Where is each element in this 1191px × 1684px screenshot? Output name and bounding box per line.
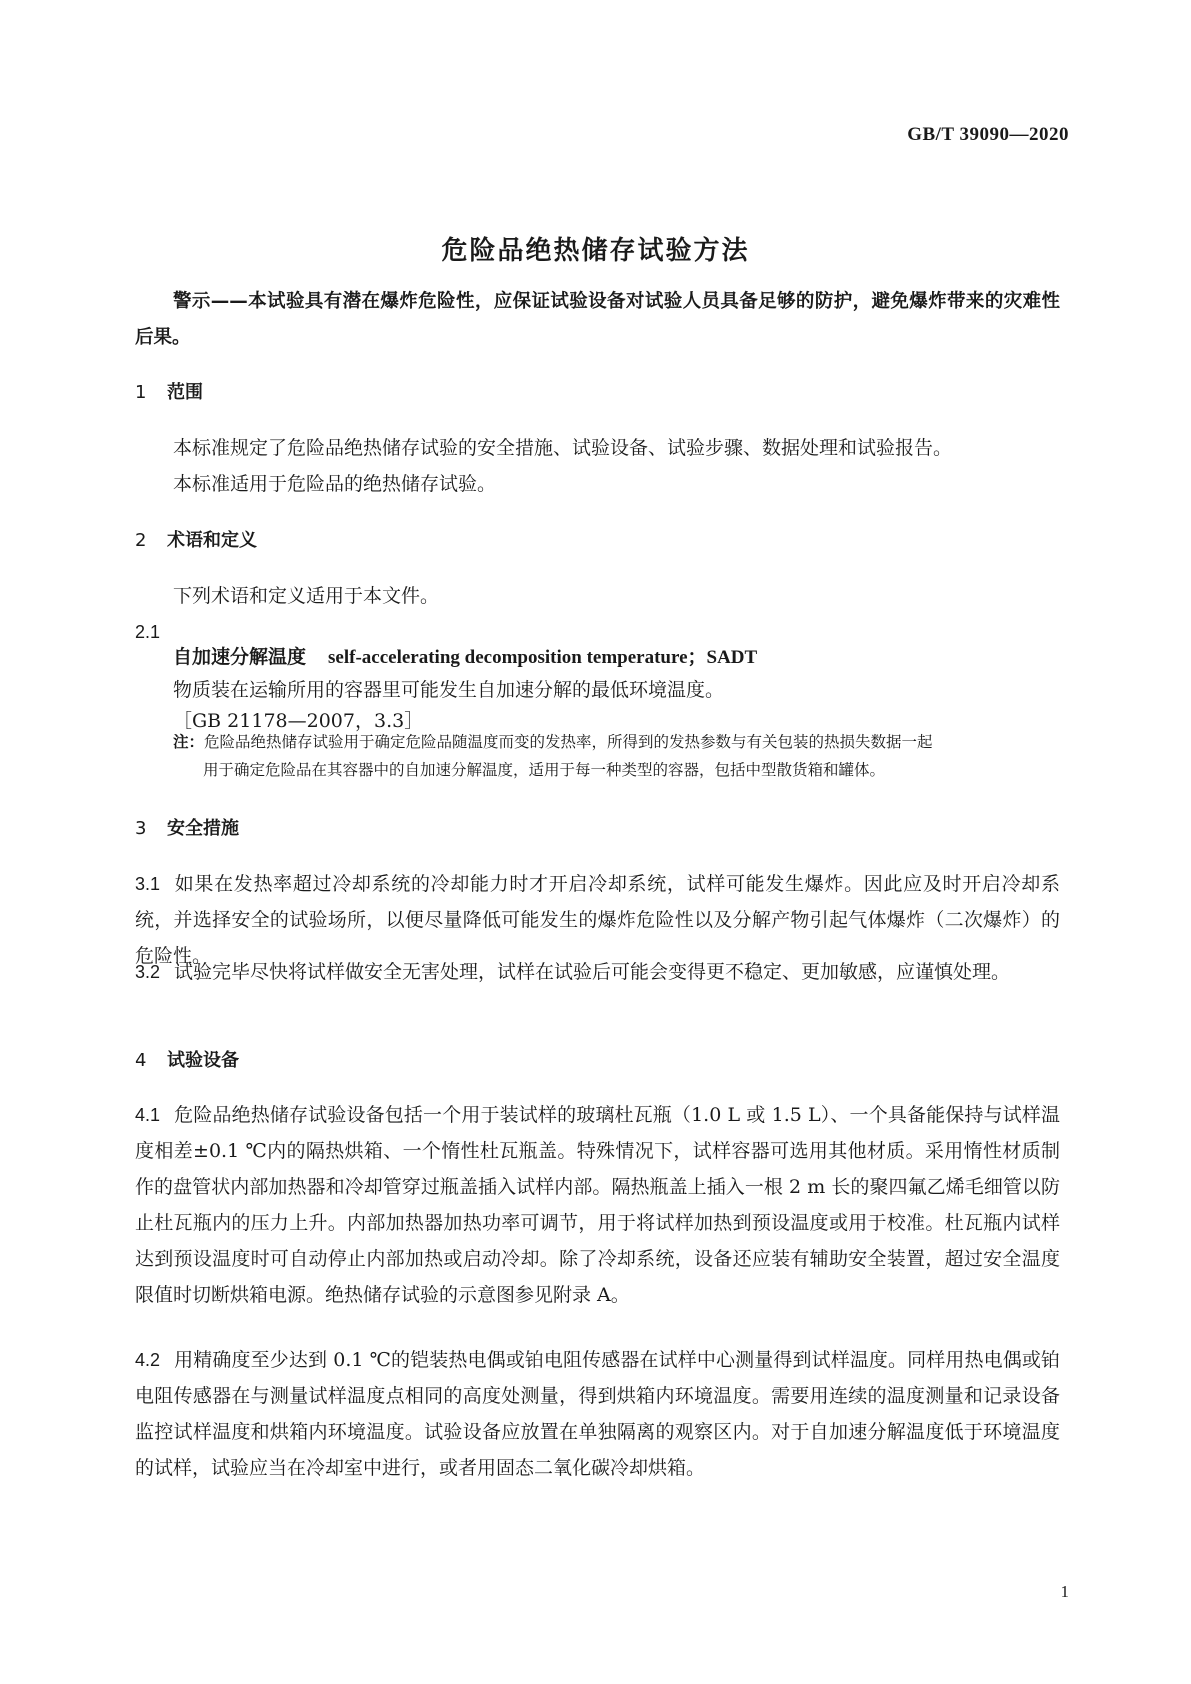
clause-number: 4.2: [135, 1350, 161, 1370]
term-english: self-accelerating decomposition temperature；SADT: [328, 647, 758, 668]
clause-4-2: [135, 1342, 1060, 1486]
clause-4-1: [135, 1097, 1060, 1313]
clause-number: 3.2: [135, 962, 161, 982]
term-number: 2.1: [135, 622, 161, 642]
document-title: 危险品绝热储存试验方法: [441, 236, 750, 266]
section-title: 安全措施: [167, 818, 239, 839]
term-entry: [173, 642, 757, 669]
section-2-heading: [135, 526, 257, 552]
scope-paragraph-1: 本标准规定了危险品绝热储存试验的安全措施、试验设备、试验步骤、数据处理和试验报告。: [173, 437, 953, 459]
section-number: 1: [135, 382, 147, 403]
terms-intro: 下列术语和定义适用于本文件。: [173, 585, 440, 607]
clause-text: 试验完毕尽快将试样做安全无害处理，试样在试验后可能会变得更不稳定、更加敏感，应谨慎处理。: [174, 961, 1011, 983]
clause-text: 危险品绝热储存试验设备包括一个用于装试样的玻璃杜瓦瓶（1.0 L 或 1.5 L）、一个具备能保持与试样温度相差±0.1 ℃内的隔热烘箱、一个惰性杜瓦瓶盖。特殊情况下，试样容器可选用其他材质。采用惰性材质制作的盘管状内部加热器和冷却管穿过瓶盖插入试样内部。隔热瓶盖上插入一根 2 m 长的聚四氟乙烯毛细管以防止杜瓦瓶内的压力上升。内部加热器加热功率可调节，用于将试样加热到预设温度或用于校准。杜瓦瓶内试样达到预设温度时可自动停止内部加热或启动冷却。除了冷却系统，设备还应装有辅助安全装置，超过安全温度限值时切断烘箱电源。绝热储存试验的示意图参见附录 A。: [135, 1104, 1060, 1306]
clause-3-2: [135, 954, 1060, 990]
term-chinese: 自加速分解温度: [173, 646, 307, 668]
section-title: 术语和定义: [167, 530, 257, 551]
scope-paragraph-2: 本标准适用于危险品的绝热储存试验。: [173, 473, 497, 495]
section-number: 2: [135, 530, 147, 551]
section-title: 范围: [167, 382, 203, 403]
clause-number: 3.1: [135, 874, 161, 894]
term-definition: 物质装在运输所用的容器里可能发生自加速分解的最低环境温度。: [173, 679, 725, 701]
warning-paragraph: 警示——本试验具有潜在爆炸危险性，应保证试验设备对试验人员具备足够的防护，避免爆炸带来的灾难性后果。: [135, 291, 1060, 348]
section-3-heading: [135, 814, 239, 840]
section-number: 3: [135, 818, 147, 839]
section-1-heading: [135, 378, 203, 404]
section-4-heading: [135, 1046, 239, 1072]
note-label: 注：: [173, 733, 205, 751]
clause-text: 用精确度至少达到 0.1 ℃的铠装热电偶或铂电阻传感器在试样中心测量得到试样温度。同样用热电偶或铂电阻传感器在与测量试样温度点相同的高度处测量，得到烘箱内环境温度。需要用连续的温度测量和记录设备监控试样温度和烘箱内环境温度。试验设备应放置在单独隔离的观察区内。对于自加速分解温度低于环境温度的试样，试验应当在冷却室中进行，或者用固态二氧化碳冷却烘箱。: [135, 1349, 1060, 1479]
term-note: [173, 728, 1060, 784]
note-line-1: 危险品绝热储存试验用于确定危险品随温度而变的发热率，所得到的发热参数与有关包装的热损失数据一起: [204, 733, 933, 751]
clause-text: 如果在发热率超过冷却系统的冷却能力时才开启冷却系统，试样可能发生爆炸。因此应及时开启冷却系统，并选择安全的试验场所，以便尽量降低可能发生的爆炸危险性以及分解产物引起气体爆炸（二次爆炸）的危险性。: [135, 873, 1060, 967]
term-source: ［GB 21178—2007，3.3］: [173, 710, 424, 732]
standard-number: GB/T 39090—2020: [907, 124, 1069, 145]
section-title: 试验设备: [167, 1050, 239, 1071]
clause-number: 4.1: [135, 1105, 161, 1125]
section-number: 4: [135, 1050, 147, 1071]
note-line-2: 用于确定危险品在其容器中的自加速分解温度，适用于每一种类型的容器，包括中型散货箱和罐体。: [203, 761, 886, 779]
page-number: 1: [1060, 1582, 1069, 1601]
